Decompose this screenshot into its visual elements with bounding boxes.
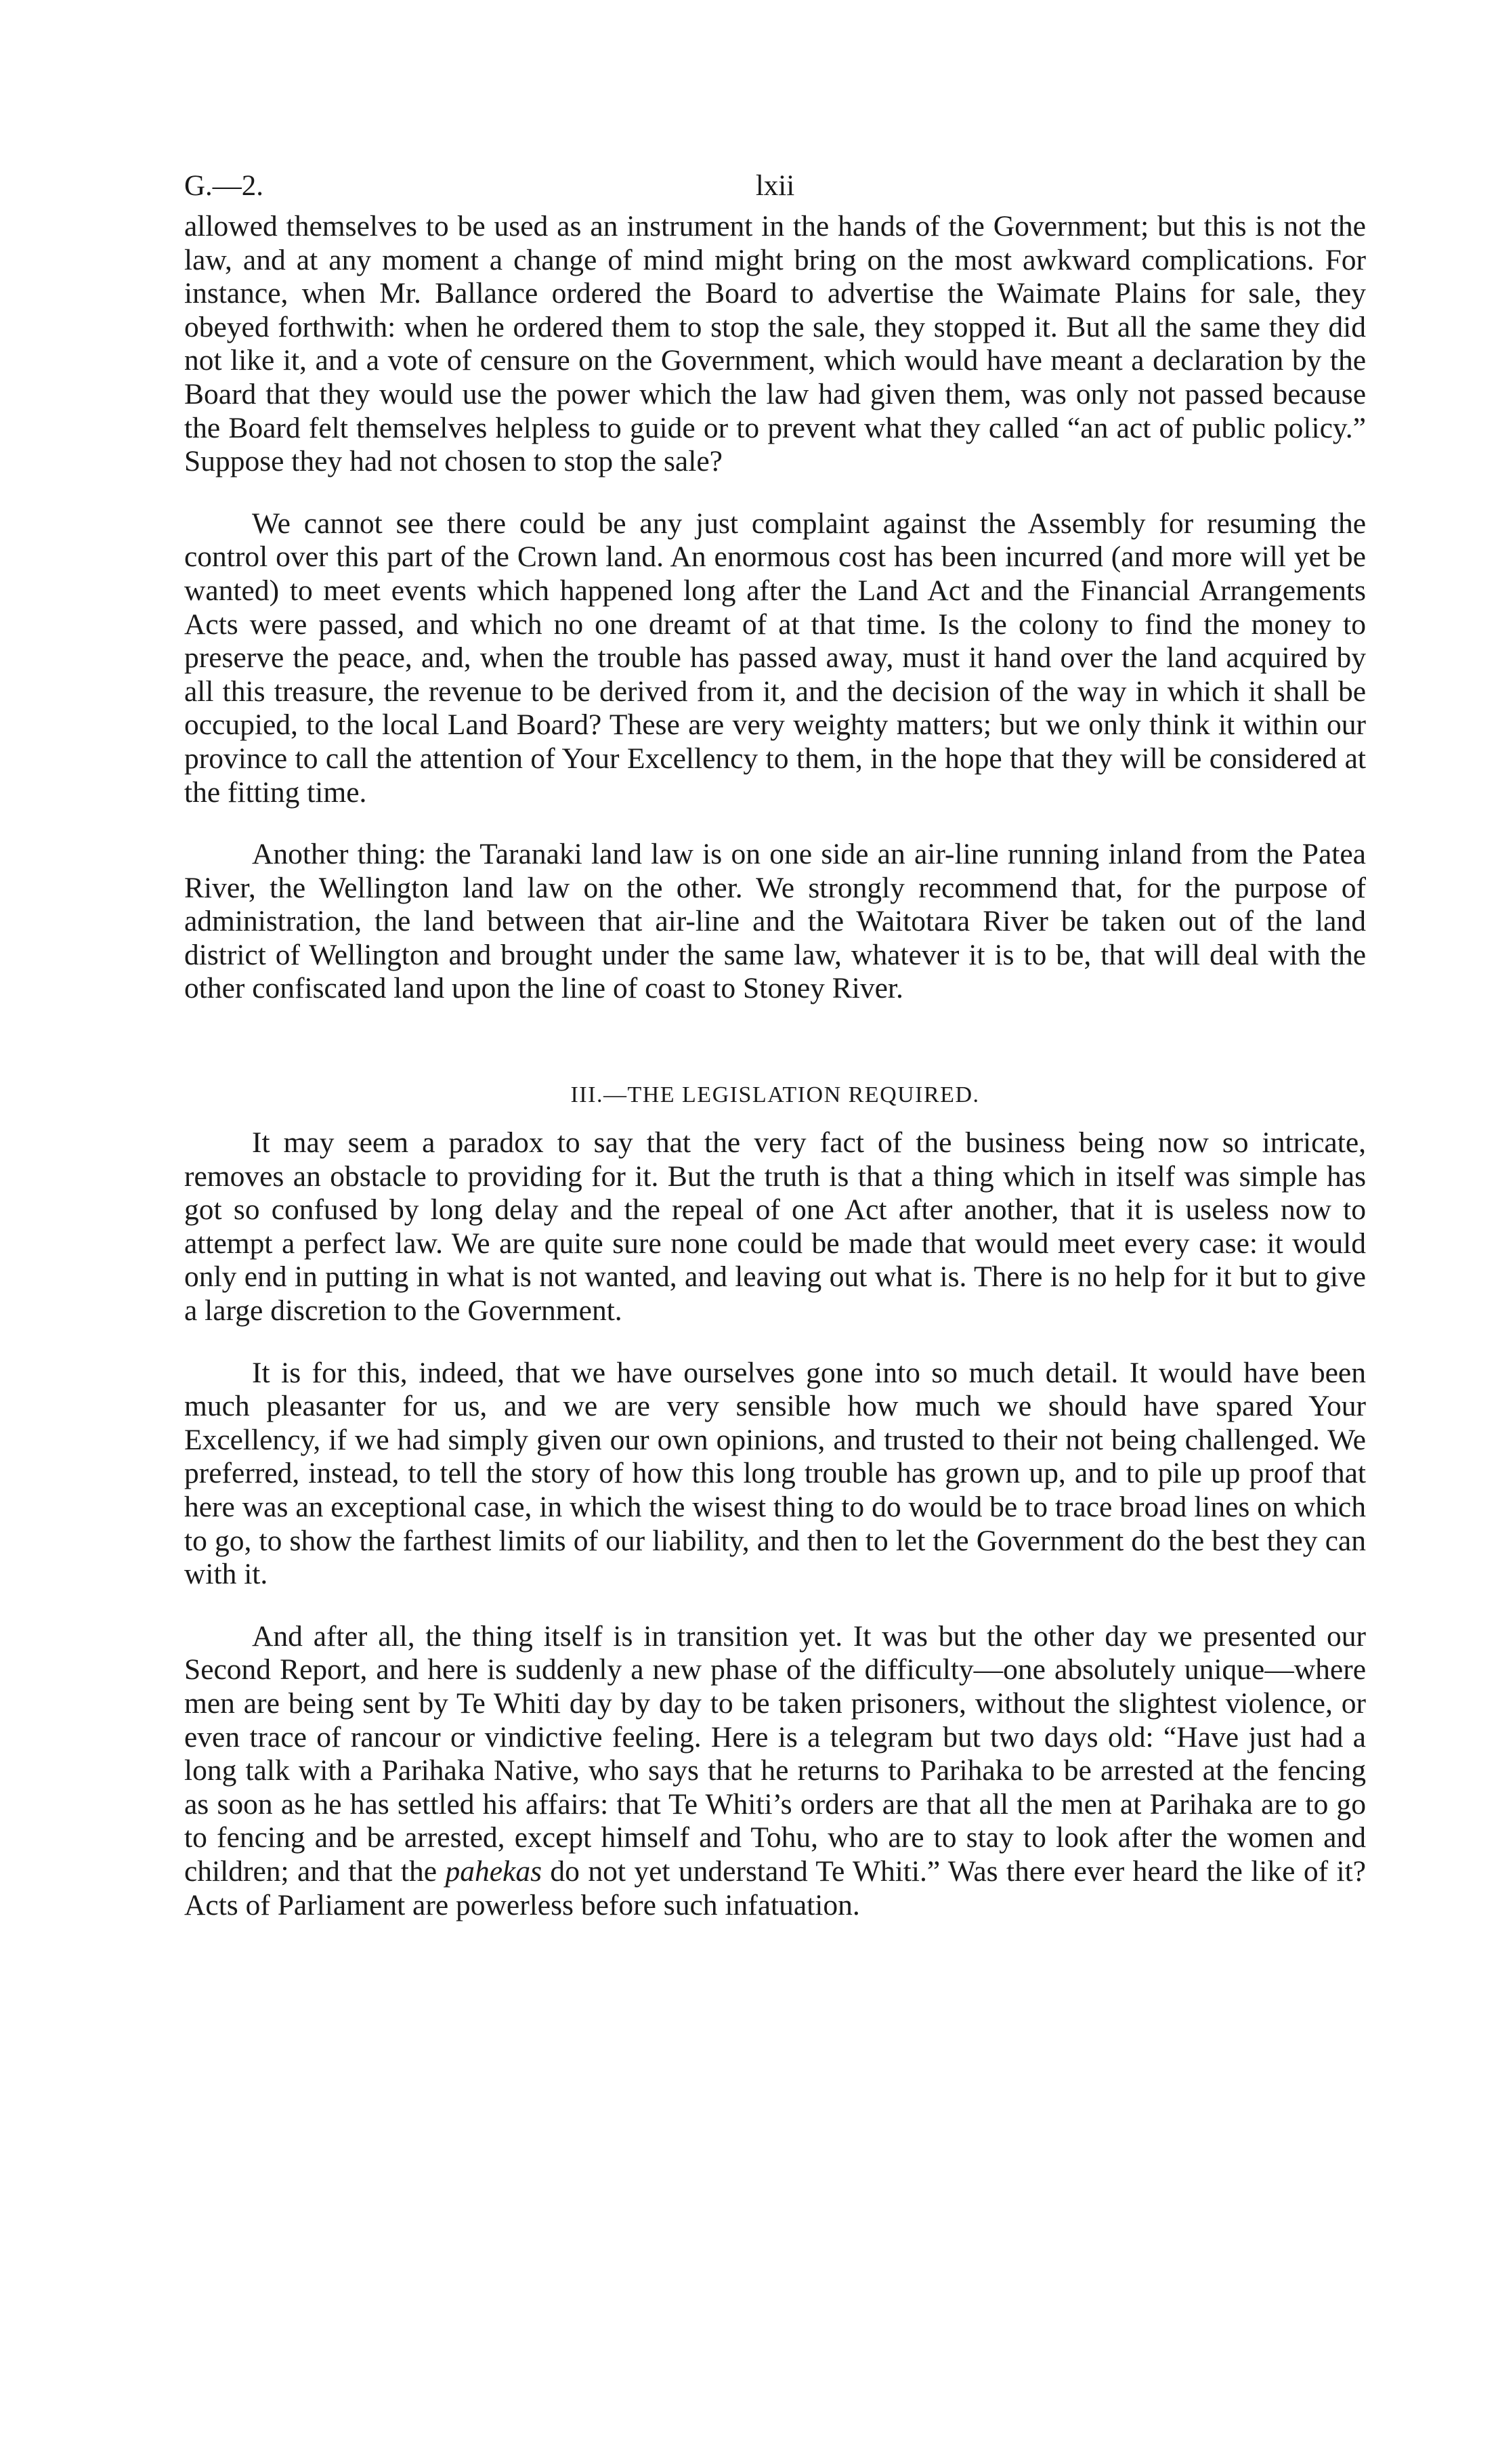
document-page	[184, 169, 1366, 1922]
paragraph-last	[184, 1620, 1366, 1922]
paragraph: Another thing: the Taranaki land law is on one side an air-line running inland from the Patea River, the Wellington land law on the other. We strongly recommend that, for the purpose of administration, the land between that air-line and the Waitotara River be taken out of the land district of Wellington and brought under the same law, whatever it is to be, that will deal with the other confiscated land upon the line of coast to Stoney River.	[184, 838, 1366, 1005]
paragraph: It is for this, indeed, that we have ourselves gone into so much detail. It would have been much pleasanter for us, and we are very sensible how much we should have spared Your Excellency, if we had simply given our own opinions, and trusted to their not being challenged. We preferred, instead, to tell the story of how this long trouble has grown up, and to pile up proof that here was an exceptional case, in which the wisest thing to do would be to trace broad lines on which to go, to show the farthest limits of our liability, and then to let the Government do the best they can with it.	[184, 1356, 1366, 1591]
paragraph: We cannot see there could be any just complaint against the Assembly for resuming the control over this part of the Crown land. An enormous cost has been incurred (and more will yet be wanted) to meet events which happened long after the Land Act and the Financial Arrangements Acts were passed, and which no one dreamt of at that time. Is the colony to find the money to preserve the peace, and, when the trouble has passed away, must it hand over the land acquired by all this treasure, the revenue to be derived from it, and the decision of the way in which it shall be occupied, to the local Land Board? These are very weighty matters; but we only think it within our province to call the attention of Your Excellency to them, in the hope that they will be considered at the fitting time.	[184, 507, 1366, 809]
paragraph-text: And after all, the thing itself is in transition yet. It was but the other day we presented our Second Report, and here is suddenly a new phase of the difficulty—one absolutely unique—where men are being sent by Te Whiti day by day to be taken prisoners, without the slightest violence, or even trace of rancour or vindictive feeling. Here is a telegram but two days old: “Have just had a long talk with a Parihaka Native, who says that he returns to Parihaka to be arrested at the fencing as soon as he has settled his affairs: that Te Whiti’s orders are that all the men at Parihaka are to go to fencing and be arrested, except himself and Tohu, who are to stay to look after the women and children; and that the	[184, 1619, 1366, 1888]
paragraph-continuation: allowed themselves to be used as an instrument in the hands of the Government; but this is not the law, and at any moment a change of mind might bring on the most awkward complications. For instance, when Mr. Ballance ordered the Board to advertise the Waimate Plains for sale, they obeyed forthwith: when he ordered them to stop the sale, they stopped it. But all the same they did not like it, and a vote of censure on the Government, which would have meant a declaration by the Board that they would use the power which the law had given them, was only not passed because the Board felt themselves helpless to guide or to prevent what they called “an act of public policy.” Suppose they had not chosen to stop the sale?	[184, 210, 1366, 478]
page-number: lxii	[755, 170, 795, 202]
document-reference: G.—2.	[184, 170, 264, 202]
italic-word: pahekas	[445, 1854, 542, 1888]
paragraph: It may seem a paradox to say that the very fact of the business being now so intricate, removes an obstacle to providing for it. But the truth is that a thing which in itself was simple has got so confused by long delay and the repeal of one Act after another, that it is useless now to attempt a perfect law. We are quite sure none could be made that would meet every case: it would only end in putting in what is not wanted, and leaving out what is. There is no help for it but to give a large discretion to the Government.	[184, 1126, 1366, 1327]
paragraph-text: do not yet understand Te Whiti.” Was there ever heard the like of it? Acts of Parliament are powerless before such infatuation.	[184, 1854, 1366, 1921]
section-heading: III.—THE LEGISLATION REQUIRED.	[570, 1082, 980, 1108]
page-header	[184, 169, 1366, 210]
